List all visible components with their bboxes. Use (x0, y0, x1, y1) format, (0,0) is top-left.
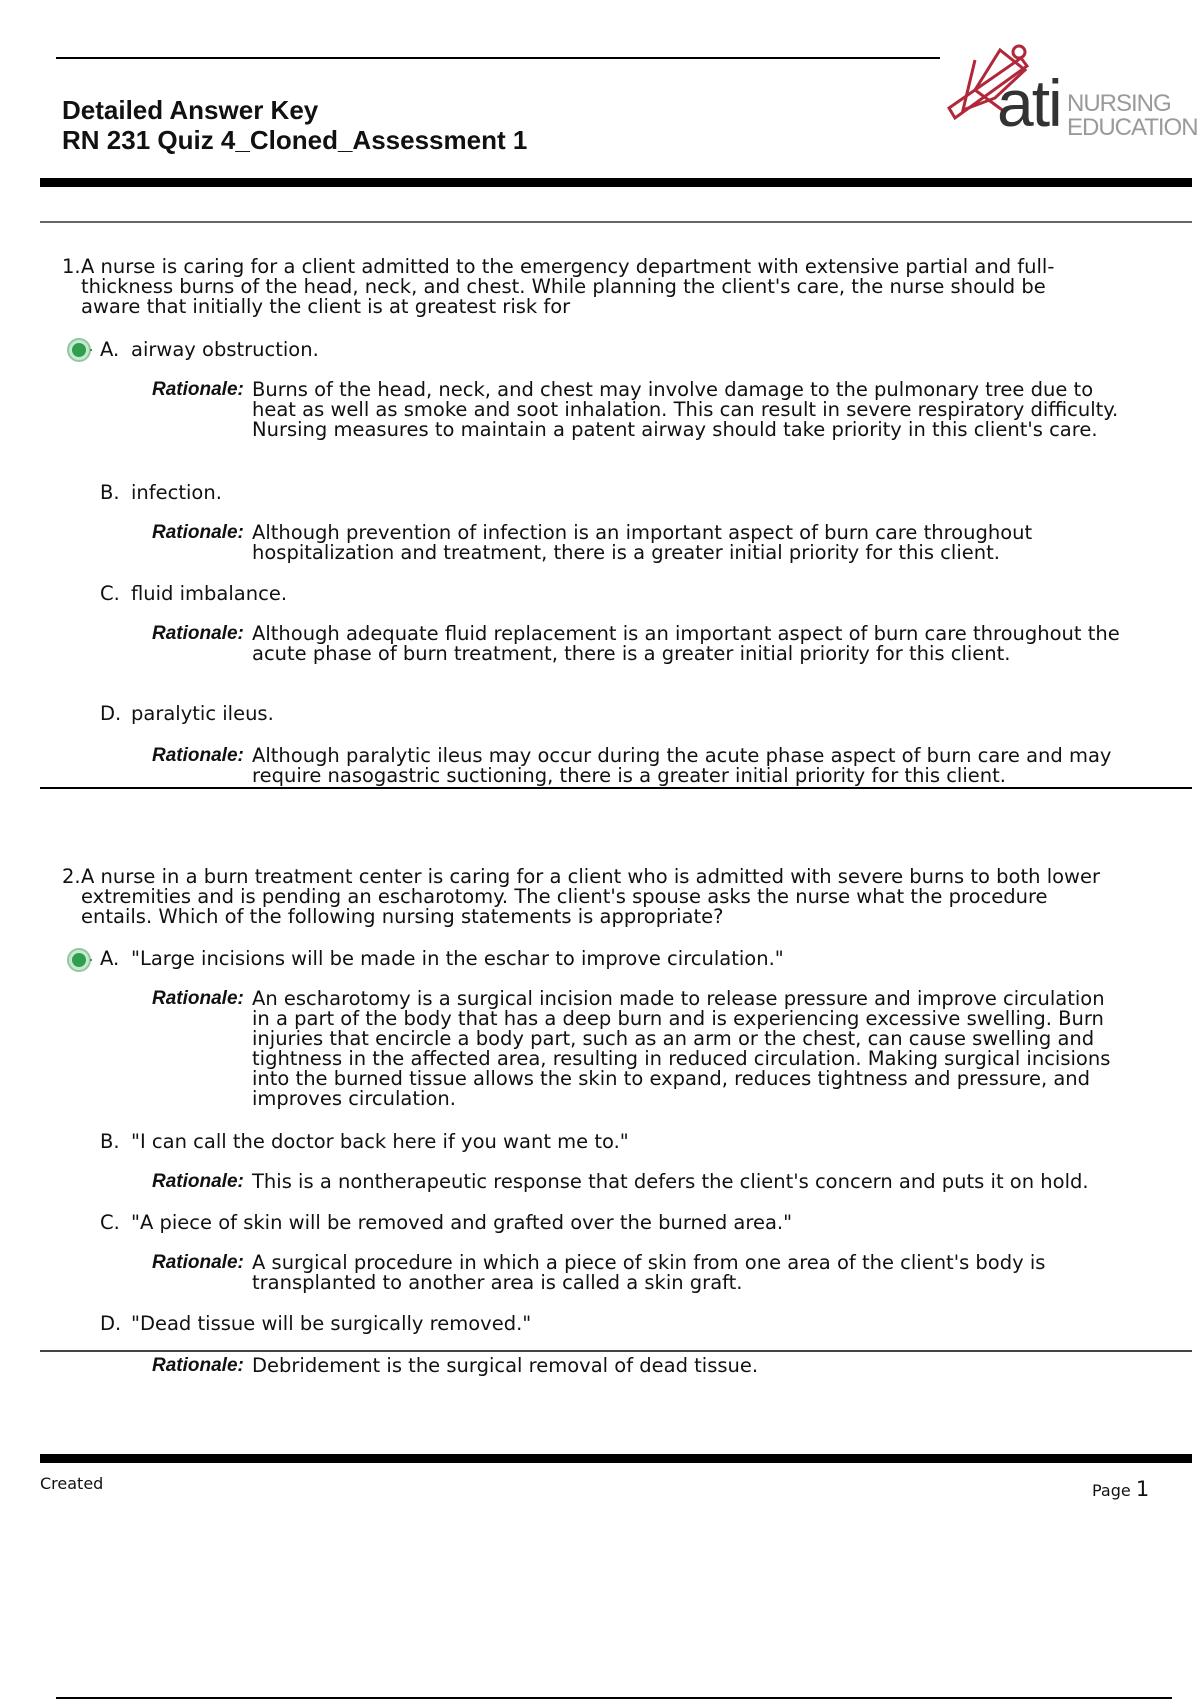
rationale-text: Although paralytic ileus may occur during the acute phase aspect of burn care and may require nasogastric suctioning, there is a greater initial priority for this client. (252, 744, 1112, 787)
rationale-label: Rationale: (152, 745, 244, 766)
option-text: "A piece of skin will be removed and grafted over the burned area." (131, 1211, 793, 1234)
option-text: "Large incisions will be made in the eschar to improve circulation." (131, 947, 784, 970)
option-1c[interactable] (100, 583, 287, 605)
page-label: Page (1092, 1481, 1131, 1500)
logo-word-education: EDUCATION (1067, 114, 1198, 141)
assessment-title: RN 231 Quiz 4_Cloned_Assessment 1 (62, 125, 528, 155)
option-letter: B. (100, 481, 120, 504)
rationale-2c (152, 1253, 1122, 1293)
rationale-label: Rationale: (152, 1355, 244, 1376)
rationale-text: Although adequate fluid replacement is an important aspect of burn care throughout the acute phase of burn treatment, there is a greater initial priority for this client. (252, 622, 1120, 665)
question-stem: A nurse is caring for a client admitted to the emergency department with extensive partial and full-thickness burns of the head, neck, and chest. While planning the client's care, the nurse should be aware that initially the client is at greatest risk for (81, 255, 1055, 318)
rationale-label: Rationale: (152, 522, 244, 543)
rationale-2d (152, 1356, 1122, 1376)
question-stem: A nurse in a burn treatment center is caring for a client who is admitted with severe burns to both lower extremities and is pending an escharotomy. The client's spouse asks the nurse what the procedure entails. Which of the following nursing statements is appropriate? (81, 865, 1100, 928)
option-letter: B. (100, 1130, 120, 1153)
rationale-label: Rationale: (152, 1252, 244, 1273)
footer-thick-rule (40, 1454, 1192, 1463)
page-number (1092, 1477, 1149, 1501)
option-2b[interactable] (100, 1131, 629, 1153)
rationale-text: Although prevention of infection is an important aspect of burn care throughout hospitalization and treatment, there is a greater initial priority for this client. (252, 521, 1033, 564)
rationale-1a (152, 380, 1122, 440)
option-letter: C. (100, 582, 120, 605)
option-1d[interactable] (100, 703, 274, 725)
rationale-label: Rationale: (152, 379, 244, 400)
question-number: 1. (62, 255, 81, 278)
page-number-value: 1 (1135, 1477, 1150, 1501)
rationale-text: An escharotomy is a surgical incision made to release pressure and improve circulation in a part of the body that has a deep burn and is experiencing excessive swelling. Burn injuries that encircle a body part, such as an arm or the chest, can cause swelling and tightness in the affected area, resulting in reduced circulation. Making surgical incisions into the burned tissue allows the skin to expand, reduces tightness and pressure, and improves circulation. (252, 987, 1111, 1110)
rationale-text: A surgical procedure in which a piece of skin from one area of the client's body is transplanted to another area is called a skin graft. (252, 1251, 1046, 1294)
question-divider (40, 787, 1192, 789)
option-text: paralytic ileus. (131, 702, 274, 725)
option-letter: A. (100, 338, 120, 361)
footer-created: Created (40, 1474, 104, 1493)
correct-answer-icon (66, 947, 92, 973)
rationale-2a (152, 989, 1122, 1109)
question-divider (40, 1350, 1192, 1352)
rationale-label: Rationale: (152, 623, 244, 644)
rationale-1b (152, 523, 1122, 563)
rationale-2b (152, 1172, 1122, 1192)
option-2a[interactable] (100, 948, 784, 970)
logo-word-nursing: NURSING (1067, 90, 1171, 117)
header-thin-rule (40, 221, 1192, 223)
option-1a[interactable] (100, 339, 319, 361)
option-letter: D. (100, 702, 122, 725)
option-1b[interactable] (100, 482, 222, 504)
rationale-text: Burns of the head, neck, and chest may involve damage to the pulmonary tree due to heat as well as smoke and soot inhalation. This can result in severe respiratory difficulty. Nursing measures to maintain a patent airway should take priority in this client's care. (252, 378, 1119, 441)
correct-answer-icon (66, 337, 92, 363)
question-1 (62, 257, 1102, 317)
footer-bottom-rule (56, 1697, 1172, 1699)
option-text: fluid imbalance. (131, 582, 288, 605)
rationale-label: Rationale: (152, 988, 244, 1009)
option-2d[interactable] (100, 1313, 531, 1335)
header-top-rule (56, 57, 940, 59)
option-letter: A. (100, 947, 120, 970)
option-text: airway obstruction. (131, 338, 319, 361)
ati-logo (945, 40, 1198, 150)
option-text: infection. (131, 481, 222, 504)
question-number: 2. (62, 865, 81, 888)
logo-mark: ati (997, 66, 1061, 140)
header-thick-rule (40, 178, 1192, 187)
rationale-text: This is a nontherapeutic response that defers the client's concern and puts it on hold. (252, 1170, 1089, 1193)
option-text: "Dead tissue will be surgically removed." (131, 1312, 532, 1335)
option-letter: D. (100, 1312, 122, 1335)
option-text: "I can call the doctor back here if you want me to." (131, 1130, 629, 1153)
question-2 (62, 867, 1102, 927)
rationale-1d (152, 746, 1122, 786)
option-2c[interactable] (100, 1212, 792, 1234)
option-letter: C. (100, 1211, 120, 1234)
rationale-label: Rationale: (152, 1171, 244, 1192)
page-title: Detailed Answer Key (62, 95, 319, 125)
rationale-1c (152, 624, 1122, 664)
rationale-text: Debridement is the surgical removal of dead tissue. (252, 1354, 759, 1377)
